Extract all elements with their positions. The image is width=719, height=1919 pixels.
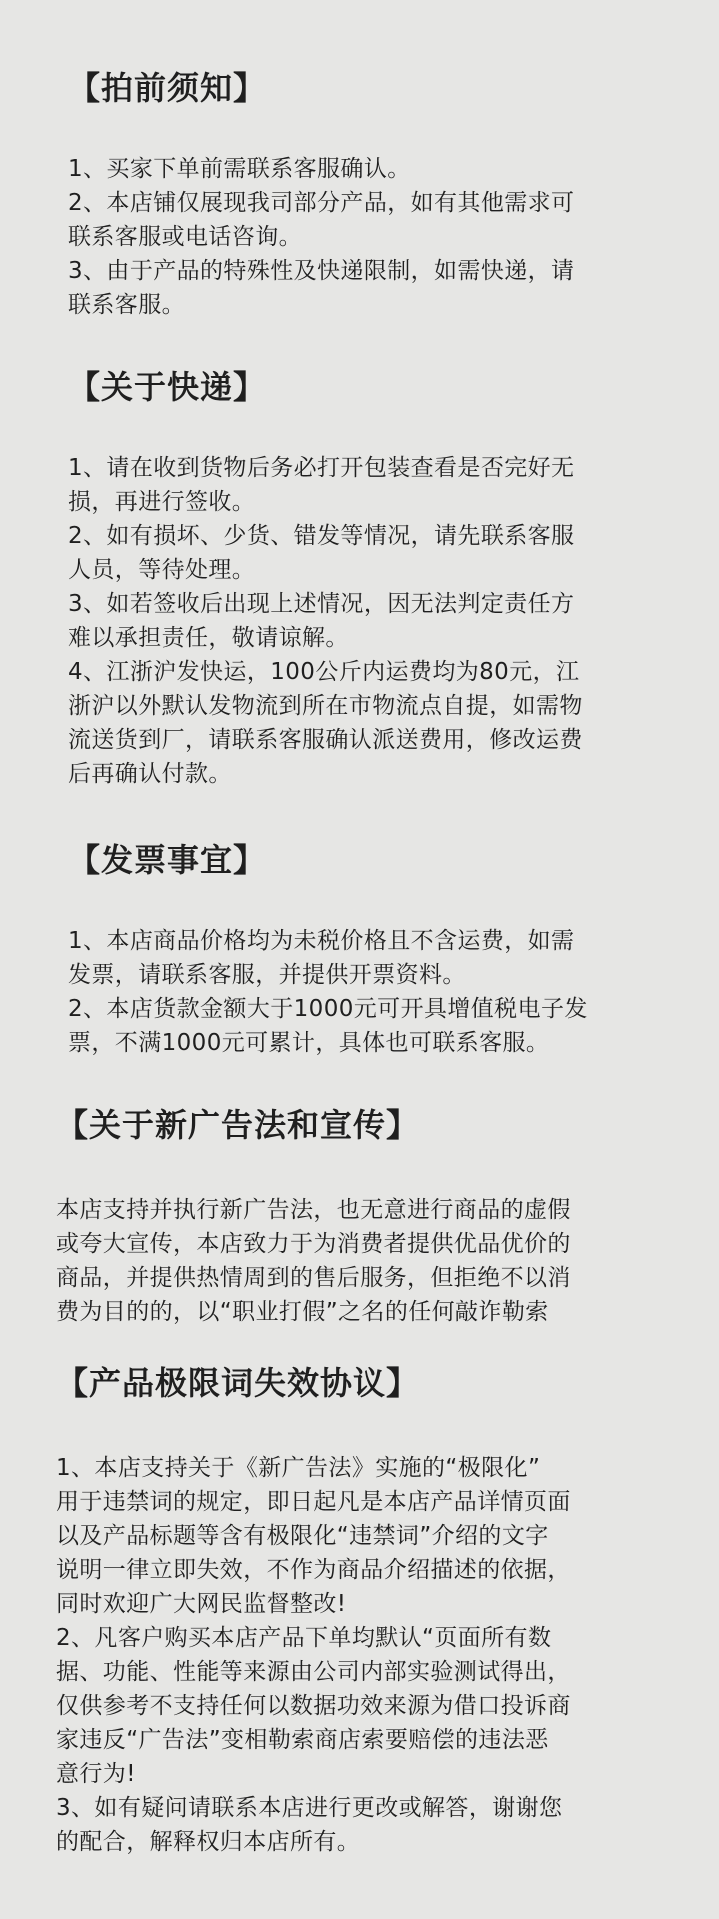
- section-line: 仅供参考不支持任何以数据功效来源为借口投诉商: [56, 1693, 571, 1719]
- section-title: 【产品极限词失效协议】: [56, 1364, 420, 1402]
- section-body: [68, 152, 668, 322]
- section-line: 2、如有损坏、少货、错发等情况，请先联系客服: [68, 523, 575, 549]
- section-line: 2、本店货款金额大于1000元可开具增值税电子发: [68, 996, 588, 1022]
- section-title: 【发票事宜】: [68, 841, 267, 879]
- section-body: [56, 1451, 656, 1859]
- section-line: 以及产品标题等含有极限化“违禁词”介绍的文字: [56, 1523, 549, 1549]
- section-line: 联系客服。: [68, 292, 185, 318]
- section-body: [68, 451, 668, 791]
- section-line: 3、如有疑问请联系本店进行更改或解答，谢谢您: [56, 1795, 563, 1821]
- section-before-purchase: [68, 68, 668, 322]
- section-line: 1、本店支持关于《新广告法》实施的“极限化”: [56, 1455, 541, 1481]
- section-title: 【关于新广告法和宣传】: [56, 1106, 420, 1144]
- section-line: 商品，并提供热情周到的售后服务，但拒绝不以消: [56, 1265, 571, 1291]
- section-line: 意行为!: [56, 1761, 136, 1787]
- section-line: 人员，等待处理。: [68, 557, 256, 583]
- section-line: 流送货到厂，请联系客服确认派送费用，修改运费: [68, 727, 583, 753]
- section-line: 费为目的的，以“职业打假”之名的任何敲诈勒索: [56, 1299, 549, 1325]
- section-line: 1、请在收到货物后务必打开包装查看是否完好无: [68, 455, 575, 481]
- section-line: 3、由于产品的特殊性及快递限制，如需快递，请: [68, 258, 575, 284]
- section-line: 本店支持并执行新广告法，也无意进行商品的虚假: [56, 1197, 571, 1223]
- section-advertising-law: [56, 1105, 656, 1329]
- section-line: 2、凡客户购买本店产品下单均默认“页面所有数: [56, 1625, 552, 1651]
- section-line: 同时欢迎广大网民监督整改!: [56, 1591, 347, 1617]
- section-shipping: [68, 367, 668, 791]
- section-line: 的配合，解释权归本店所有。: [56, 1829, 361, 1855]
- section-line: 后再确认付款。: [68, 761, 232, 787]
- section-line: 联系客服或电话咨询。: [68, 224, 302, 250]
- section-title: 【关于快递】: [68, 368, 267, 406]
- section-line: 家违反“广告法”变相勒索商店索要赔偿的违法恶: [56, 1727, 549, 1753]
- section-line: 2、本店铺仅展现我司部分产品，如有其他需求可: [68, 190, 575, 216]
- section-line: 或夸大宣传，本店致力于为消费者提供优品优价的: [56, 1231, 571, 1257]
- section-body: [56, 1193, 656, 1329]
- section-line: 损，再进行签收。: [68, 489, 256, 515]
- section-line: 难以承担责任，敬请谅解。: [68, 625, 349, 651]
- section-extreme-words-agreement: [56, 1363, 656, 1859]
- section-line: 4、江浙沪发快运，100公斤内运费均为80元，江: [68, 659, 580, 685]
- section-body: [68, 924, 668, 1060]
- section-line: 发票，请联系客服，并提供开票资料。: [68, 962, 466, 988]
- section-line: 1、本店商品价格均为未税价格且不含运费，如需: [68, 928, 575, 954]
- section-line: 说明一律立即失效，不作为商品介绍描述的依据，: [56, 1557, 571, 1583]
- section-line: 票，不满1000元可累计，具体也可联系客服。: [68, 1030, 550, 1056]
- section-line: 据、功能、性能等来源由公司内部实验测试得出，: [56, 1659, 571, 1685]
- section-line: 1、买家下单前需联系客服确认。: [68, 156, 411, 182]
- section-line: 用于违禁词的规定，即日起凡是本店产品详情页面: [56, 1489, 571, 1515]
- section-invoice: [68, 840, 668, 1060]
- section-line: 浙沪以外默认发物流到所在市物流点自提，如需物: [68, 693, 583, 719]
- section-line: 3、如若签收后出现上述情况，因无法判定责任方: [68, 591, 575, 617]
- section-title: 【拍前须知】: [68, 69, 267, 107]
